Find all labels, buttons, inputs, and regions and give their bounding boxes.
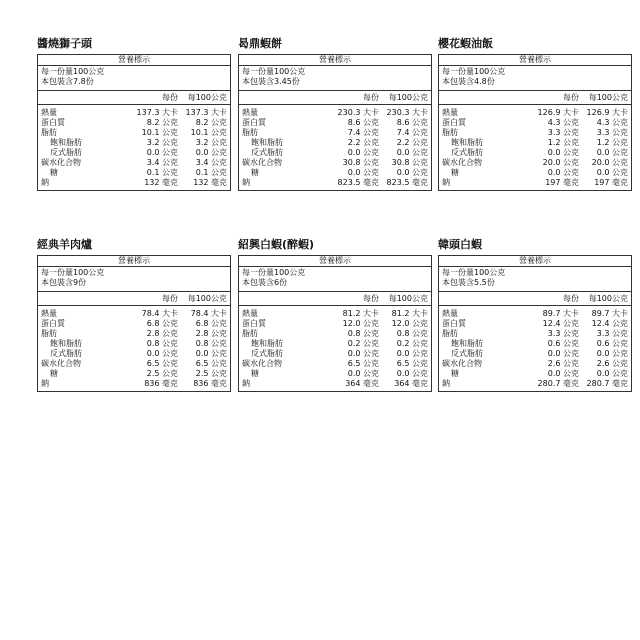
nutrient-row xyxy=(239,309,431,319)
nutrient-name: 反式脂肪 xyxy=(251,349,283,358)
nutrient-name: 飽和脂肪 xyxy=(50,339,82,348)
per-serving-value: 823.5 毫克 xyxy=(337,178,379,187)
serving-info xyxy=(439,66,631,91)
nutrient-row xyxy=(38,108,230,118)
per-100g-value: 7.4 公克 xyxy=(396,128,428,137)
per-serving-value: 0.0 公克 xyxy=(547,349,579,358)
per-serving-value: 2.2 公克 xyxy=(347,138,379,147)
nutrient-row xyxy=(439,128,631,138)
nutrient-row xyxy=(239,359,431,369)
per-100g-value: 823.5 毫克 xyxy=(386,178,428,187)
serving-info xyxy=(38,267,230,292)
nutrient-row xyxy=(439,319,631,329)
per-serving-value: 3.2 公克 xyxy=(146,138,178,147)
nutrient-name: 糖 xyxy=(251,168,259,177)
per-100g-value: 6.5 公克 xyxy=(396,359,428,368)
label-header: 營養標示 xyxy=(239,256,431,267)
per-100g-value: 2.5 公克 xyxy=(195,369,227,378)
serving-size: 每一份量100公克 xyxy=(242,268,306,277)
col-per-100g: 每100公克 xyxy=(588,294,628,303)
nutrient-row xyxy=(38,168,230,178)
product-title: 紹興白蝦(醉蝦) xyxy=(238,238,315,251)
label-header: 營養標示 xyxy=(38,256,230,267)
column-headers xyxy=(239,292,431,306)
nutrient-row xyxy=(38,359,230,369)
col-per-serving: 每份 xyxy=(162,93,178,102)
nutrient-name: 鈉 xyxy=(242,379,250,388)
per-serving-value: 132 毫克 xyxy=(144,178,178,187)
col-per-100g: 每100公克 xyxy=(388,93,428,102)
nutrient-row xyxy=(38,349,230,359)
nutrition-label xyxy=(37,54,231,191)
per-100g-value: 3.3 公克 xyxy=(596,128,628,137)
product-title: 經典羊肉爐 xyxy=(37,238,92,251)
nutrient-name: 碳水化合物 xyxy=(41,158,81,167)
per-serving-value: 0.2 公克 xyxy=(347,339,379,348)
nutrient-name: 碳水化合物 xyxy=(442,158,482,167)
nutrient-name: 脂肪 xyxy=(242,128,258,137)
per-serving-value: 0.0 公克 xyxy=(146,148,178,157)
nutrient-row xyxy=(38,138,230,148)
serving-size: 每一份量100公克 xyxy=(442,268,506,277)
nutrient-rows xyxy=(38,306,230,391)
per-100g-value: 0.0 公克 xyxy=(396,148,428,157)
nutrient-row xyxy=(239,128,431,138)
per-serving-value: 4.3 公克 xyxy=(547,118,579,127)
per-serving-value: 0.0 公克 xyxy=(146,349,178,358)
per-serving-value: 1.2 公克 xyxy=(547,138,579,147)
per-serving-value: 280.7 毫克 xyxy=(537,379,579,388)
per-100g-value: 836 毫克 xyxy=(193,379,227,388)
nutrient-row xyxy=(38,178,230,188)
per-100g-value: 0.8 公克 xyxy=(195,339,227,348)
nutrient-name: 飽和脂肪 xyxy=(251,339,283,348)
per-serving-value: 2.5 公克 xyxy=(146,369,178,378)
per-100g-value: 12.4 公克 xyxy=(591,319,628,328)
nutrient-name: 糖 xyxy=(50,369,58,378)
product-title: 櫻花蝦油飯 xyxy=(438,37,493,50)
nutrition-panel xyxy=(37,238,231,392)
nutrient-row xyxy=(38,319,230,329)
nutrient-row xyxy=(439,108,631,118)
nutrient-name: 碳水化合物 xyxy=(242,158,282,167)
nutrient-row xyxy=(239,379,431,389)
nutrient-row xyxy=(239,178,431,188)
nutrient-row xyxy=(38,329,230,339)
nutrition-label xyxy=(438,255,632,392)
per-serving-value: 30.8 公克 xyxy=(342,158,379,167)
label-header: 營養標示 xyxy=(38,55,230,66)
nutrient-name: 脂肪 xyxy=(242,329,258,338)
per-100g-value: 0.1 公克 xyxy=(195,168,227,177)
col-per-serving: 每份 xyxy=(363,93,379,102)
nutrient-row xyxy=(439,309,631,319)
per-serving-value: 81.2 大卡 xyxy=(342,309,379,318)
nutrition-panel xyxy=(438,37,632,191)
nutrient-row xyxy=(439,118,631,128)
nutrient-name: 鈉 xyxy=(41,178,49,187)
per-serving-value: 0.0 公克 xyxy=(547,369,579,378)
per-100g-value: 0.0 公克 xyxy=(195,148,227,157)
nutrient-row xyxy=(439,148,631,158)
col-per-100g: 每100公克 xyxy=(187,93,227,102)
per-serving-value: 230.3 大卡 xyxy=(337,108,379,117)
per-100g-value: 197 毫克 xyxy=(594,178,628,187)
per-serving-value: 8.2 公克 xyxy=(146,118,178,127)
per-serving-value: 0.0 公克 xyxy=(347,349,379,358)
nutrient-row xyxy=(38,339,230,349)
per-100g-value: 137.3 大卡 xyxy=(185,108,227,117)
nutrient-name: 蛋白質 xyxy=(41,319,65,328)
per-100g-value: 230.3 大卡 xyxy=(386,108,428,117)
nutrient-row xyxy=(38,148,230,158)
nutrient-name: 蛋白質 xyxy=(442,118,466,127)
per-100g-value: 280.7 毫克 xyxy=(586,379,628,388)
nutrition-label xyxy=(238,255,432,392)
serving-size: 每一份量100公克 xyxy=(41,67,105,76)
nutrient-row xyxy=(38,118,230,128)
col-per-100g: 每100公克 xyxy=(588,93,628,102)
servings-per-package: 本包裝含4.8份 xyxy=(442,77,495,86)
serving-size: 每一份量100公克 xyxy=(242,67,306,76)
per-serving-value: 126.9 大卡 xyxy=(537,108,579,117)
per-serving-value: 3.4 公克 xyxy=(146,158,178,167)
per-serving-value: 0.0 公克 xyxy=(347,168,379,177)
per-100g-value: 0.8 公克 xyxy=(396,329,428,338)
per-100g-value: 132 毫克 xyxy=(193,178,227,187)
nutrition-panel xyxy=(37,37,231,191)
per-100g-value: 0.2 公克 xyxy=(396,339,428,348)
per-100g-value: 89.7 大卡 xyxy=(591,309,628,318)
nutrient-row xyxy=(38,128,230,138)
nutrition-label xyxy=(438,54,632,191)
column-headers xyxy=(239,91,431,105)
per-100g-value: 1.2 公克 xyxy=(596,138,628,147)
nutrient-name: 蛋白質 xyxy=(242,319,266,328)
per-serving-value: 0.8 公克 xyxy=(347,329,379,338)
per-100g-value: 0.0 公克 xyxy=(396,369,428,378)
nutrition-panel xyxy=(438,238,632,392)
nutrient-name: 糖 xyxy=(451,369,459,378)
per-serving-value: 836 毫克 xyxy=(144,379,178,388)
per-100g-value: 3.2 公克 xyxy=(195,138,227,147)
nutrient-row xyxy=(239,148,431,158)
column-headers xyxy=(439,91,631,105)
nutrient-name: 脂肪 xyxy=(442,128,458,137)
per-serving-value: 0.0 公克 xyxy=(547,148,579,157)
nutrient-name: 蛋白質 xyxy=(442,319,466,328)
per-100g-value: 0.0 公克 xyxy=(195,349,227,358)
per-serving-value: 89.7 大卡 xyxy=(542,309,579,318)
nutrient-name: 反式脂肪 xyxy=(451,349,483,358)
per-serving-value: 197 毫克 xyxy=(545,178,579,187)
nutrient-row xyxy=(439,178,631,188)
nutrient-name: 鈉 xyxy=(442,178,450,187)
nutrient-name: 碳水化合物 xyxy=(242,359,282,368)
per-serving-value: 364 毫克 xyxy=(345,379,379,388)
col-per-serving: 每份 xyxy=(363,294,379,303)
label-header: 營養標示 xyxy=(439,55,631,66)
nutrient-row xyxy=(239,329,431,339)
nutrient-row xyxy=(439,138,631,148)
nutrient-name: 反式脂肪 xyxy=(451,148,483,157)
nutrient-name: 鈉 xyxy=(41,379,49,388)
per-serving-value: 0.6 公克 xyxy=(547,339,579,348)
nutrient-row xyxy=(239,138,431,148)
per-100g-value: 8.2 公克 xyxy=(195,118,227,127)
nutrient-row xyxy=(439,329,631,339)
col-per-serving: 每份 xyxy=(563,294,579,303)
per-100g-value: 3.3 公克 xyxy=(596,329,628,338)
column-headers xyxy=(38,292,230,306)
nutrient-name: 脂肪 xyxy=(442,329,458,338)
nutrient-name: 熱量 xyxy=(41,108,57,117)
servings-per-package: 本包裝含6份 xyxy=(242,278,288,287)
product-title: 曷鼎蝦餅 xyxy=(238,37,282,50)
per-serving-value: 10.1 公克 xyxy=(141,128,178,137)
per-serving-value: 0.0 公克 xyxy=(347,369,379,378)
nutrition-panel xyxy=(238,238,432,392)
per-100g-value: 0.0 公克 xyxy=(596,369,628,378)
nutrient-name: 熱量 xyxy=(242,108,258,117)
per-100g-value: 81.2 大卡 xyxy=(391,309,428,318)
per-100g-value: 20.0 公克 xyxy=(591,158,628,167)
product-title: 韓頭白蝦 xyxy=(438,238,482,251)
serving-info xyxy=(239,66,431,91)
per-100g-value: 364 毫克 xyxy=(394,379,428,388)
nutrient-name: 蛋白質 xyxy=(41,118,65,127)
nutrient-name: 飽和脂肪 xyxy=(451,339,483,348)
per-100g-value: 2.2 公克 xyxy=(396,138,428,147)
servings-per-package: 本包裝含5.5份 xyxy=(442,278,495,287)
nutrient-name: 糖 xyxy=(50,168,58,177)
per-100g-value: 10.1 公克 xyxy=(190,128,227,137)
nutrient-name: 脂肪 xyxy=(41,329,57,338)
nutrient-row xyxy=(239,349,431,359)
label-header: 營養標示 xyxy=(239,55,431,66)
nutrition-label xyxy=(37,255,231,392)
servings-per-package: 本包裝含9份 xyxy=(41,278,87,287)
per-100g-value: 78.4 大卡 xyxy=(190,309,227,318)
col-per-100g: 每100公克 xyxy=(187,294,227,303)
per-100g-value: 2.6 公克 xyxy=(596,359,628,368)
per-serving-value: 8.6 公克 xyxy=(347,118,379,127)
nutrient-name: 鈉 xyxy=(442,379,450,388)
nutrient-row xyxy=(439,168,631,178)
per-serving-value: 2.6 公克 xyxy=(547,359,579,368)
col-per-serving: 每份 xyxy=(563,93,579,102)
nutrient-name: 糖 xyxy=(451,168,459,177)
nutrient-row xyxy=(239,108,431,118)
nutrition-label xyxy=(238,54,432,191)
col-per-serving: 每份 xyxy=(162,294,178,303)
nutrient-name: 熱量 xyxy=(442,309,458,318)
nutrient-row xyxy=(439,158,631,168)
per-serving-value: 3.3 公克 xyxy=(547,329,579,338)
nutrient-rows xyxy=(439,306,631,391)
per-serving-value: 7.4 公克 xyxy=(347,128,379,137)
per-100g-value: 0.0 公克 xyxy=(596,148,628,157)
per-serving-value: 78.4 大卡 xyxy=(141,309,178,318)
serving-size: 每一份量100公克 xyxy=(442,67,506,76)
nutrient-row xyxy=(439,379,631,389)
nutrient-name: 反式脂肪 xyxy=(50,349,82,358)
nutrient-name: 飽和脂肪 xyxy=(451,138,483,147)
nutrient-name: 脂肪 xyxy=(41,128,57,137)
nutrient-row xyxy=(38,379,230,389)
col-per-100g: 每100公克 xyxy=(388,294,428,303)
per-100g-value: 2.8 公克 xyxy=(195,329,227,338)
per-serving-value: 20.0 公克 xyxy=(542,158,579,167)
column-headers xyxy=(439,292,631,306)
per-100g-value: 3.4 公克 xyxy=(195,158,227,167)
nutrient-row xyxy=(439,349,631,359)
per-serving-value: 137.3 大卡 xyxy=(136,108,178,117)
nutrient-rows xyxy=(239,105,431,190)
serving-size: 每一份量100公克 xyxy=(41,268,105,277)
per-100g-value: 12.0 公克 xyxy=(391,319,428,328)
nutrient-row xyxy=(38,158,230,168)
nutrient-row xyxy=(239,168,431,178)
per-100g-value: 0.0 公克 xyxy=(596,168,628,177)
per-serving-value: 12.4 公克 xyxy=(542,319,579,328)
per-serving-value: 0.1 公克 xyxy=(146,168,178,177)
nutrient-row xyxy=(239,158,431,168)
per-100g-value: 0.0 公克 xyxy=(396,349,428,358)
per-100g-value: 8.6 公克 xyxy=(396,118,428,127)
serving-info xyxy=(239,267,431,292)
nutrition-panel xyxy=(238,37,432,191)
per-serving-value: 3.3 公克 xyxy=(547,128,579,137)
per-serving-value: 0.8 公克 xyxy=(146,339,178,348)
per-100g-value: 30.8 公克 xyxy=(391,158,428,167)
per-100g-value: 4.3 公克 xyxy=(596,118,628,127)
nutrient-rows xyxy=(439,105,631,190)
nutrient-row xyxy=(239,118,431,128)
per-serving-value: 0.0 公克 xyxy=(547,168,579,177)
nutrient-row xyxy=(439,339,631,349)
nutrient-row xyxy=(239,369,431,379)
nutrient-name: 鈉 xyxy=(242,178,250,187)
serving-info xyxy=(38,66,230,91)
column-headers xyxy=(38,91,230,105)
per-serving-value: 6.5 公克 xyxy=(347,359,379,368)
serving-info xyxy=(439,267,631,292)
nutrient-name: 碳水化合物 xyxy=(442,359,482,368)
label-header: 營養標示 xyxy=(439,256,631,267)
nutrient-row xyxy=(439,369,631,379)
per-100g-value: 6.5 公克 xyxy=(195,359,227,368)
nutrient-name: 反式脂肪 xyxy=(251,148,283,157)
nutrient-name: 蛋白質 xyxy=(242,118,266,127)
per-100g-value: 0.0 公克 xyxy=(396,168,428,177)
nutrient-name: 熱量 xyxy=(242,309,258,318)
nutrient-rows xyxy=(239,306,431,391)
nutrient-name: 熱量 xyxy=(41,309,57,318)
nutrient-row xyxy=(439,359,631,369)
nutrient-name: 反式脂肪 xyxy=(50,148,82,157)
per-serving-value: 6.5 公克 xyxy=(146,359,178,368)
nutrient-row xyxy=(239,339,431,349)
servings-per-package: 本包裝含3.45份 xyxy=(242,77,300,86)
per-serving-value: 0.0 公克 xyxy=(347,148,379,157)
per-serving-value: 12.0 公克 xyxy=(342,319,379,328)
nutrient-name: 熱量 xyxy=(442,108,458,117)
per-serving-value: 6.8 公克 xyxy=(146,319,178,328)
nutrient-name: 飽和脂肪 xyxy=(50,138,82,147)
nutrient-row xyxy=(38,309,230,319)
nutrient-name: 飽和脂肪 xyxy=(251,138,283,147)
nutrient-name: 糖 xyxy=(251,369,259,378)
nutrient-name: 碳水化合物 xyxy=(41,359,81,368)
per-100g-value: 0.0 公克 xyxy=(596,349,628,358)
nutrient-rows xyxy=(38,105,230,190)
product-title: 醬燒獅子頭 xyxy=(37,37,92,50)
servings-per-package: 本包裝含7.8份 xyxy=(41,77,94,86)
per-100g-value: 126.9 大卡 xyxy=(586,108,628,117)
per-100g-value: 0.6 公克 xyxy=(596,339,628,348)
per-serving-value: 2.8 公克 xyxy=(146,329,178,338)
nutrient-row xyxy=(38,369,230,379)
nutrient-row xyxy=(239,319,431,329)
per-100g-value: 6.8 公克 xyxy=(195,319,227,328)
